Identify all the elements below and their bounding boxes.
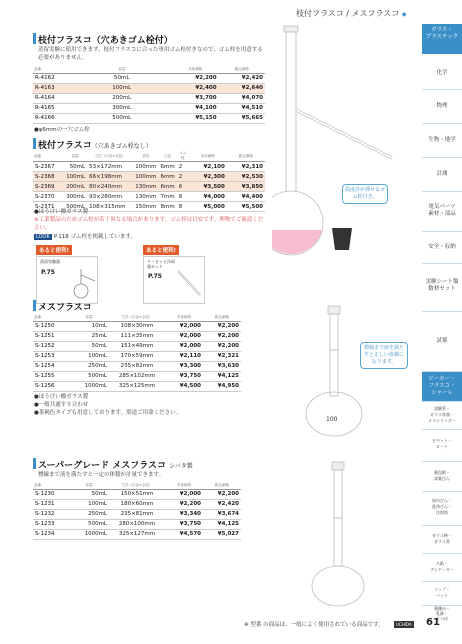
section-title-flask-with-stopper: 枝付フラスコ（穴あきゴム栓付） xyxy=(38,36,173,46)
note-joint: ●一般共通すり合わせ xyxy=(34,402,89,408)
sidebar-sub-bottles[interactable]: 薬包紙・ 試薬びん xyxy=(422,462,462,492)
table-row: S-1231 100mL 180×60mm ¥2,200 ¥2,420 xyxy=(35,501,239,507)
super-grade-flask-illustration xyxy=(300,458,380,608)
section-title-volumetric-flask: メスフラスコ xyxy=(38,303,92,313)
table-row: S-2371 500mL 108×315mm 150mm 8mm 8 ¥5,000 ¥5,500 xyxy=(35,203,263,210)
note-glass: ●ほうけい酸ガラス製 xyxy=(34,209,89,215)
header-dot-icon: ◆ xyxy=(401,11,407,18)
section-bar xyxy=(33,138,36,149)
section-description: 蒸留実験に使用できます。枝付フラスコに合った専用ゴム栓付きなので、ゴム栓を用意する必要がありません。 xyxy=(38,47,263,61)
page-number: 61 xyxy=(426,617,440,628)
col-header: 首長 xyxy=(133,151,158,162)
volumetric-flask-illustration xyxy=(290,300,380,440)
col-header: 税込価格 xyxy=(219,66,265,73)
table-row: R-4163 100mL ¥2,400 ¥2,640 xyxy=(35,85,263,91)
table-row: S-1252 50mL 151×49mm ¥2,000 ¥2,200 xyxy=(35,343,239,349)
handy-page: P.75 xyxy=(41,269,55,276)
table-row: S-2367 50mL 53×172mm 100mm 6mm 2 ¥2,100 ¥2,310 xyxy=(35,163,263,170)
sidebar-item-physics[interactable]: 物理 xyxy=(422,90,462,124)
sidebar-item-safety[interactable]: 安全・収納 xyxy=(422,232,462,264)
col-header: 口径 xyxy=(158,151,176,162)
col-header: 品番 xyxy=(33,151,63,162)
section-title-flask-no-stopper: 枝付フラスコ（穴あきゴム栓なし） xyxy=(38,141,152,151)
col-header: 容量 xyxy=(71,66,172,73)
category-sidebar xyxy=(422,0,462,644)
col-header: ゴム栓 xyxy=(177,151,189,162)
table-row: S-1233 500mL 280×100mm ¥3,750 ¥4,125 xyxy=(35,521,239,527)
table-row: S-2370 300mL 93×280mm 130mm 7mm 8 ¥4,000 ¥4,400 xyxy=(35,193,263,200)
table-row: S-1234 1000mL 325×127mm ¥4,570 ¥5,027 xyxy=(35,531,239,537)
col-header: 税込価格 xyxy=(227,151,265,162)
look-badge: LOOK xyxy=(36,234,50,240)
sidebar-item-chemistry[interactable]: 化学 xyxy=(422,58,462,90)
col-header: 品番 xyxy=(33,314,69,321)
sidebar-sub-mortars[interactable]: 薬棚台・ 乳鉢・ るつぼ xyxy=(434,606,450,621)
table-row: S-2369 200mL 80×240mm 130mm 6mm 6 ¥3,500 ¥3,850 xyxy=(35,183,263,190)
col-header: 税込価格 xyxy=(203,314,241,321)
handy-name: リービッヒ冷却器セット xyxy=(147,259,175,269)
footer-note: ※ 型番 の商品は、一般によく使用されている商品です。 xyxy=(244,622,384,628)
sidebar-sub-glass-rods[interactable]: ガラス棒・ ガラス管 xyxy=(422,526,462,554)
col-header: 本体価格 xyxy=(172,66,218,73)
section-title-super-grade: スーパーグレード メスフラスコ シバタ製 xyxy=(38,461,193,471)
col-header: 品番 xyxy=(33,66,71,73)
note-stopper: ●φ6mmの一穴ゴム栓 xyxy=(34,127,90,133)
section-bar xyxy=(33,458,36,469)
note-warning: ※工業製品のためゴム栓が若干異なる場合があります。ゴム栓は目安です。理物でご確認ください。 xyxy=(34,217,264,231)
table-row: R-4162 50mL ¥2,200 ¥2,420 xyxy=(35,75,263,81)
note-brown: ●茶褐色タイプも用意しております。別途ご用命ください。 xyxy=(34,410,182,416)
sidebar-sub-filter-paper[interactable]: ろ紙・ デシケーター xyxy=(422,554,462,582)
handy-page: P.75 xyxy=(148,273,162,280)
sidebar-item-measurement[interactable]: 計測 xyxy=(422,158,462,192)
col-header: 容量 xyxy=(63,151,87,162)
sidebar-sub-test-tubes[interactable]: 試験管・ ガラス容器・ メスシリンダー xyxy=(422,404,462,430)
table-row: S-1250 10mL 108×30mm ¥2,000 ¥2,200 xyxy=(35,323,239,329)
brand-logo: UCHIDA xyxy=(396,622,412,627)
col-header: 寸法（口径×全長） xyxy=(87,151,133,162)
distill-apparatus-icon xyxy=(67,265,97,301)
flask-label: 100 xyxy=(326,416,338,423)
product-table-4 xyxy=(33,482,241,540)
col-header: 品番 xyxy=(33,482,69,489)
side-arm-flask-illustration xyxy=(272,18,422,288)
section-description: 標線まで液を満たすと一定の体積が計量できます。 xyxy=(38,472,165,478)
condenser-icon xyxy=(174,265,204,301)
table-row: S-1251 25mL 111×35mm ¥2,000 ¥2,200 xyxy=(35,333,239,339)
product-table-3 xyxy=(33,314,241,392)
handy-box-distill[interactable] xyxy=(36,256,98,304)
product-table-1 xyxy=(33,66,265,124)
sidebar-head[interactable]: ガラス・ プラスチック xyxy=(422,24,462,54)
section-bar xyxy=(33,33,36,44)
table-row: S-1254 250mL 235×82mm ¥3,300 ¥3,630 xyxy=(35,363,239,369)
table-row: S-1255 500mL 285×102mm ¥3,750 ¥4,125 xyxy=(35,373,239,379)
table-row: S-2368 100mL 66×198mm 100mm 6mm 2 ¥2,300 ¥2,530 xyxy=(35,173,263,180)
col-header: 税込価格 xyxy=(203,482,241,489)
col-header: 寸法（口径×全長） xyxy=(109,482,165,489)
look-text[interactable]: P.118 ゴム栓を掲載しています。 xyxy=(54,234,137,240)
table-row: S-1256 1000mL 325×125mm ¥4,500 ¥4,950 xyxy=(35,383,239,389)
note-glass: ●ほうけい酸ガラス製 xyxy=(34,394,89,400)
sidebar-sub-wash-bottles[interactable]: 保冷びん・ 洗浄びん・ 注射筒 xyxy=(422,492,462,526)
col-header: 寸法（口径×全長） xyxy=(109,314,165,321)
table-row: S-1253 100mL 170×59mm ¥2,110 ¥2,321 xyxy=(35,353,239,359)
handy-box-condenser[interactable] xyxy=(143,256,205,304)
handy-name: 蒸留実験器 xyxy=(40,259,60,264)
sidebar-item-beakers[interactable]: ビーカー・ フラスコ・ シャーレ xyxy=(422,372,462,402)
sidebar-item-biology[interactable]: 生物・地学 xyxy=(422,124,462,158)
col-header: 容量 xyxy=(69,314,109,321)
page-header-title: 枝付フラスコ / メスフラスコ ◆ xyxy=(296,9,407,18)
callout-stopper: 温度計が挿せるゴム栓付き。 xyxy=(342,184,388,204)
table-row: S-1230 50mL 150×51mm ¥2,000 ¥2,200 xyxy=(35,491,239,497)
product-table-2 xyxy=(33,151,265,212)
table-row: R-4164 200mL ¥3,700 ¥4,070 xyxy=(35,95,263,101)
table-row: S-1232 250mL 235×81mm ¥3,340 ¥3,674 xyxy=(35,511,239,517)
col-header: 容量 xyxy=(69,482,109,489)
table-row: R-4166 500mL ¥5,150 ¥5,665 xyxy=(35,115,263,121)
col-header: 本体価格 xyxy=(165,314,203,321)
sidebar-item-worksheets[interactable]: 実験シート類 数材セット xyxy=(422,264,462,312)
sidebar-item-reagents[interactable]: 試薬 xyxy=(422,312,462,372)
sidebar-sub-cups[interactable]: コップ・ バット xyxy=(422,582,462,606)
handy-label: あると便利! xyxy=(36,245,72,255)
handy-label: あると便利! xyxy=(143,245,179,255)
section-bar xyxy=(33,300,36,311)
col-header: 本体価格 xyxy=(189,151,227,162)
table-row: R-4165 300mL ¥4,100 ¥4,510 xyxy=(35,105,263,111)
col-header: 本体価格 xyxy=(165,482,203,489)
callout-gradation: 標線まで液を満たすと正しい体積になります。 xyxy=(360,342,408,369)
sidebar-sub-pipettes[interactable]: ビペット・ ロート xyxy=(422,430,462,462)
sidebar-item-electric-parts[interactable]: 電気パーツ 素材・部品 xyxy=(422,192,462,232)
